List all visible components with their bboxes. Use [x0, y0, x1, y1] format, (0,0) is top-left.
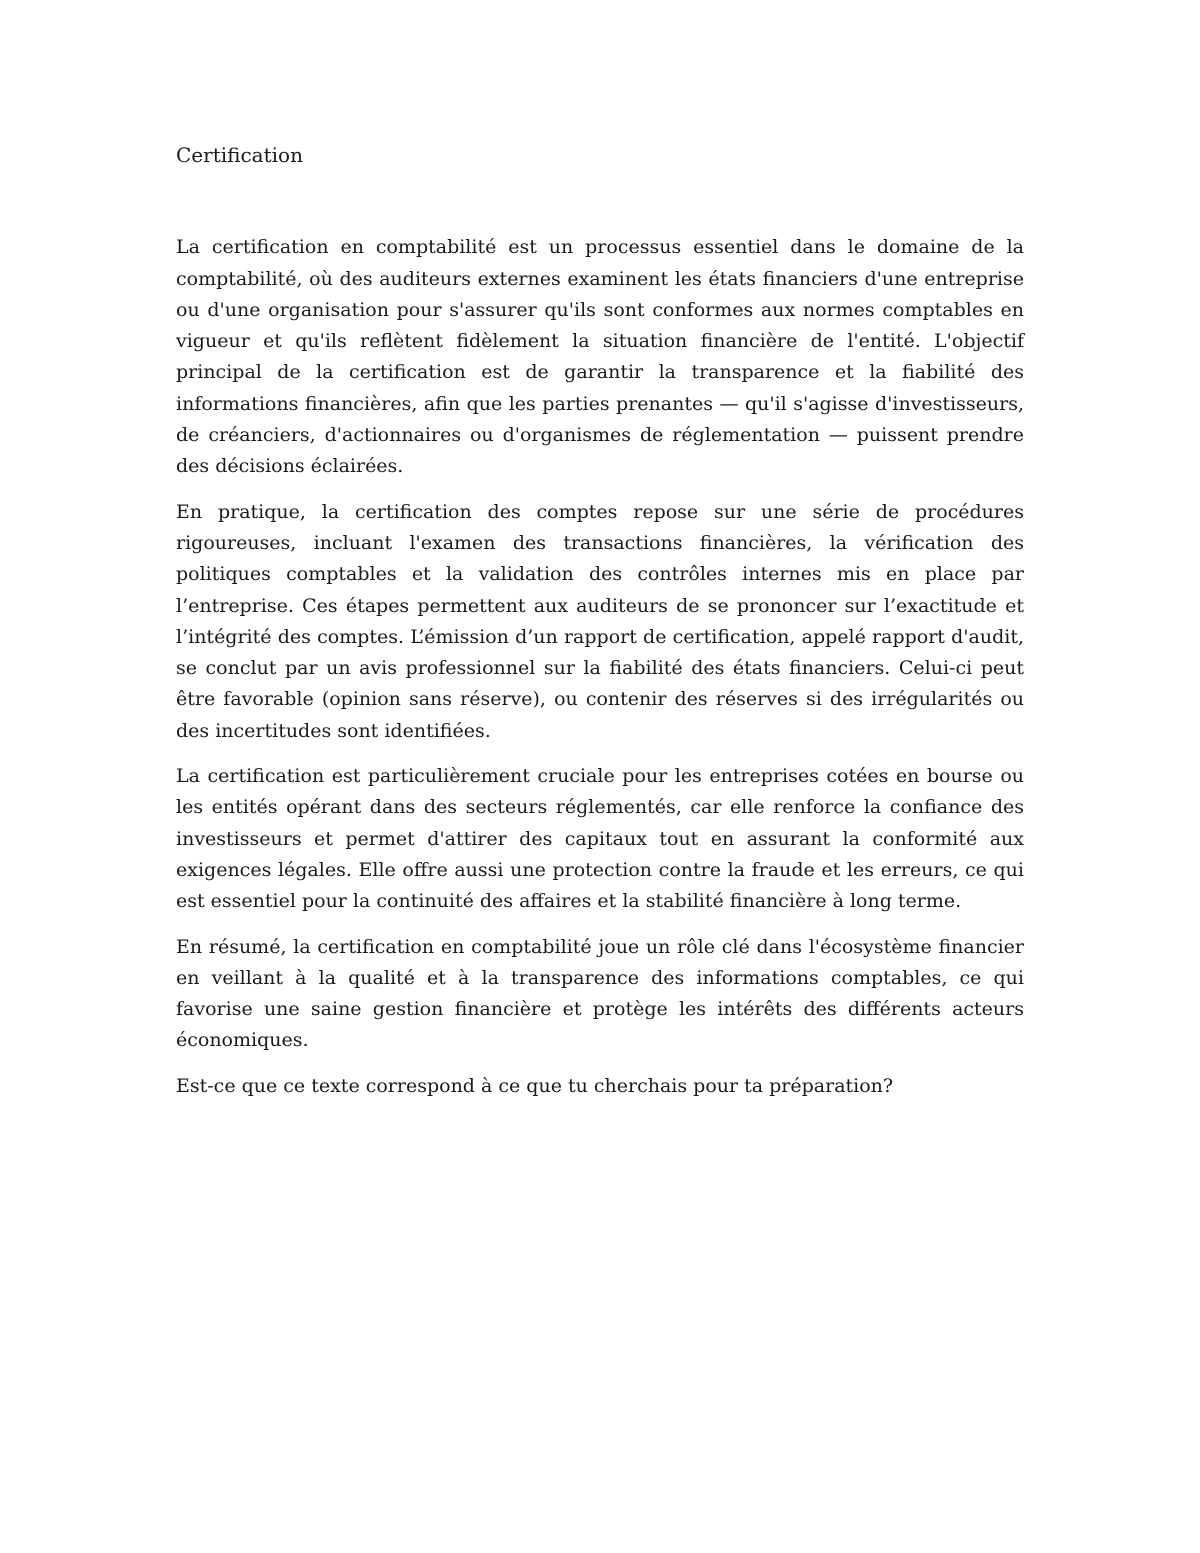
paragraph-summary: En résumé, la certification en comptabilité joue un rôle clé dans l'écosystème financier en veillant à la qualité et à la transparence des informations comptables, ce qui favorise une saine gestion financière et protège les intérêts des différents acteurs économiques.: [176, 935, 1024, 1052]
document-body: [176, 140, 1024, 1116]
paragraph-practice: En pratique, la certification des comptes repose sur une série de procédures rigoureuses, incluant l'examen des transactions financières, la vérification des politiques comptables et la validation des contrôles internes mis en place par l’entreprise. Ces étapes permettent aux auditeurs de se prononcer sur l’exactitude et l’intégrité des comptes. L’émission d’un rapport de certification, appelé rapport d'audit, se conclut par un avis professionnel sur la fiabilité des états financiers. Celui-ci peut être favorable (opinion sans réserve), ou contenir des réserves si des irrégularités ou des incertitudes sont identifiées.: [176, 500, 1024, 742]
document-title: Certification: [176, 143, 303, 167]
paragraph-question: Est-ce que ce texte correspond à ce que tu cherchais pour ta préparation?: [176, 1074, 894, 1097]
paragraph-importance: La certification est particulièrement cruciale pour les entreprises cotées en bourse ou les entités opérant dans des secteurs réglementés, car elle renforce la confiance des investisseurs et permet d'attirer des capitaux tout en assurant la conformité aux exigences légales. Elle offre aussi une protection contre la fraude et les erreurs, ce qui est essentiel pour la continuité des affaires et la stabilité financière à long terme.: [176, 765, 1024, 913]
paragraph-intro: La certification en comptabilité est un processus essentiel dans le domaine de la comptabilité, où des auditeurs externes examinent les états financiers d'une entreprise ou d'une organisation pour s'assurer qu'ils sont conformes aux normes comptables en vigueur et qu'ils reflètent fidèlement la situation financière de l'entité. L'objectif principal de la certification est de garantir la transparence et la fiabilité des informations financières, afin que les parties prenantes — qu'il s'agisse d'investisseurs, de créanciers, d'actionnaires ou d'organismes de réglementation — puissent prendre des décisions éclairées.: [176, 236, 1024, 478]
